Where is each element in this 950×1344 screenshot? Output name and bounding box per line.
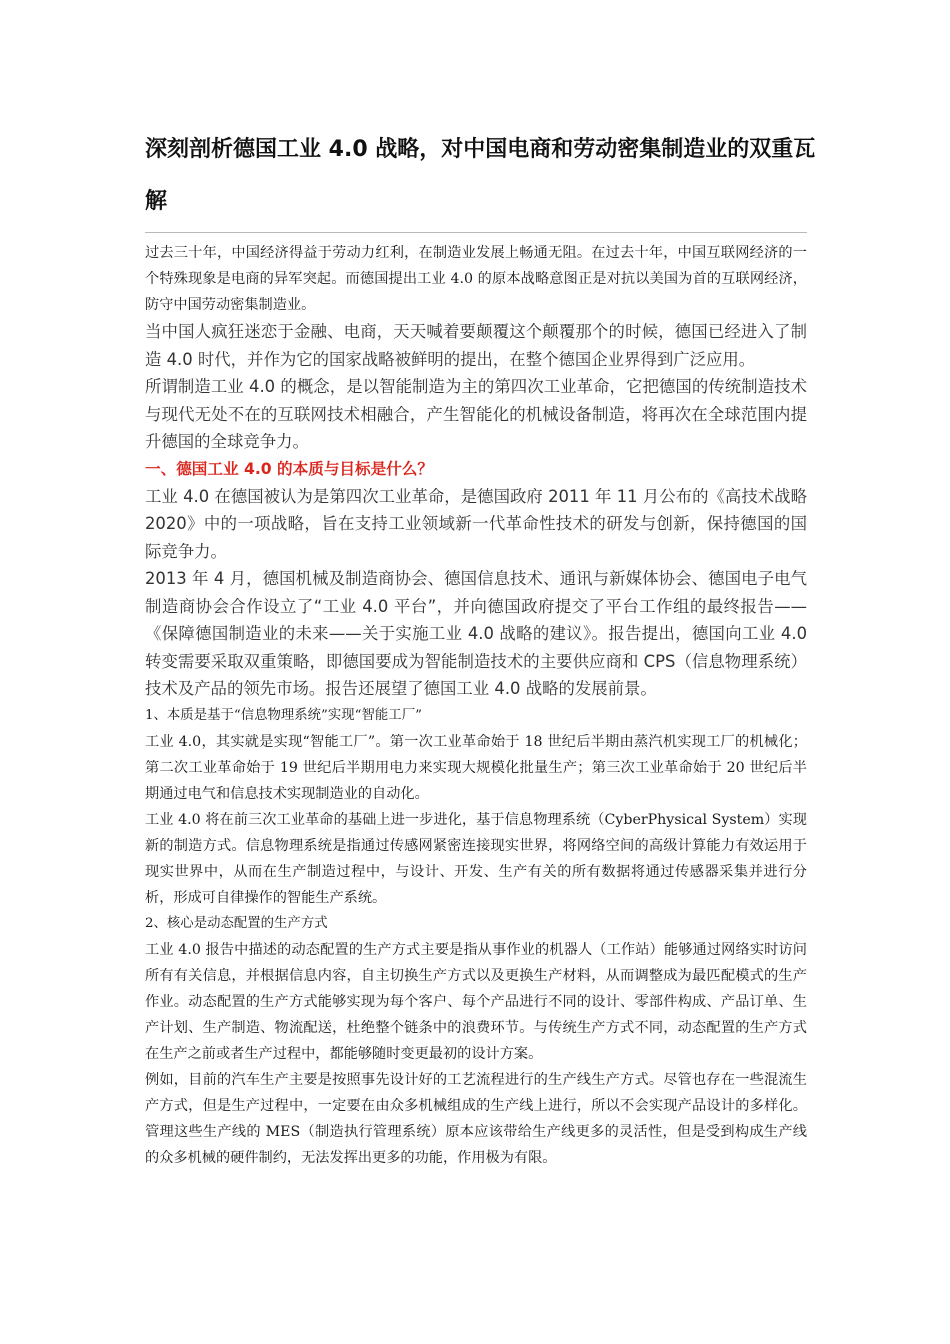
subsection-heading-1: 1、本质是基于“信息物理系统”实现“智能工厂” <box>145 707 422 723</box>
subsection-heading-2: 2、核心是动态配置的生产方式 <box>145 915 328 931</box>
paragraph-cps: 工业 4.0 将在前三次工业革命的基础上进一步进化，基于信息物理系统（CyberPhysical System）实现新的制造方式。信息物理系统是指通过传感网紧密连接现实世界，将网络空间的高级计算能力有效运用于现实世界中，从而在生产制造过程中，与设计、开发、生产有关的所有数据将通过传感器采集并进行分析，形成可自律操作的智能生产系统。 <box>145 811 807 906</box>
article-title: 深刻剖析德国工业 4.0 战略，对中国电商和劳动密集制造业的双重瓦解 <box>145 137 816 214</box>
paragraph-definition: 工业 4.0 在德国被认为是第四次工业革命，是德国政府 2011 年 11 月公布的《高技术战略 2020》中的一项战略，旨在支持工业领域新一代革命性技术的研发与创新，保持德国的国际竞争力。 <box>145 486 807 561</box>
paragraph-smart-factory: 工业 4.0，其实就是实现“智能工厂”。第一次工业革命始于 18 世纪后半期由蒸汽机实现工厂的机械化；第二次工业革命始于 19 世纪后半期用电力来实现大规模化批量生产；第三次工业革命始于 20 世纪后半期通过电气和信息技术实现制造业的自动化。 <box>145 733 807 802</box>
paragraph-intro: 过去三十年，中国经济得益于劳动力红利，在制造业发展上畅通无阻。在过去十年，中国互联网经济的一个特殊现象是电商的异军突起。而德国提出工业 4.0 的原本战略意图正是对抗以美国为首的互联网经济，防守中国劳动密集制造业。 <box>145 245 807 313</box>
title-divider <box>145 232 807 233</box>
article-body <box>145 240 807 1171</box>
paragraph-concept: 所谓制造工业 4.0 的概念，是以智能制造为主的第四次工业革命，它把德国的传统制造技术与现代无处不在的互联网技术相融合，产生智能化的机械设备制造，将再次在全球范围内提升德国的全球竞争力。 <box>145 377 807 451</box>
section-heading-1: 一、德国工业 4.0 的本质与目标是什么？ <box>145 459 433 478</box>
paragraph-germany-industry: 当中国人疯狂迷恋于金融、电商，天天喊着要颠覆这个颠覆那个的时候，德国已经进入了制造 4.0 时代，并作为它的国家战略被鲜明的提出，在整个德国企业界得到广泛应用。 <box>145 322 807 369</box>
paragraph-platform: 2013 年 4 月，德国机械及制造商协会、德国信息技术、通讯与新媒体协会、德国电子电气制造商协会合作设立了“工业 4.0 平台”，并向德国政府提交了平台工作组的最终报告——《保障德国制造业的未来——关于实施工业 4.0 战略的建议》。报告提出，德国向工业 4.0 转变需要采取双重策略，即德国要成为智能制造技术的主要供应商和 CPS（信息物理系统）技术及产品的领先市场。报告还展望了德国工业 4.0 战略的发展前景。 <box>145 569 807 698</box>
paragraph-dynamic-config: 工业 4.0 报告中描述的动态配置的生产方式主要是指从事作业的机器人（工作站）能够通过网络实时访问所有有关信息，并根据信息内容，自主切换生产方式以及更换生产材料，从而调整成为最匹配模式的生产作业。动态配置的生产方式能够实现为每个客户、每个产品进行不同的设计、零部件构成、产品订单、生产计划、生产制造、物流配送，杜绝整个链条中的浪费环节。与传统生产方式不同，动态配置的生产方式在生产之前或者生产过程中，都能够随时变更最初的设计方案。 <box>145 941 807 1062</box>
paragraph-example: 例如，目前的汽车生产主要是按照事先设计好的工艺流程进行的生产线生产方式。尽管也存在一些混流生产方式，但是生产过程中，一定要在由众多机械组成的生产线上进行，所以不会实现产品设计的多样化。管理这些生产线的 MES（制造执行管理系统）原本应该带给生产线更多的灵活性，但是受到构成生产线的众多机械的硬件制约，无法发挥出更多的功能，作用极为有限。 <box>145 1071 807 1166</box>
